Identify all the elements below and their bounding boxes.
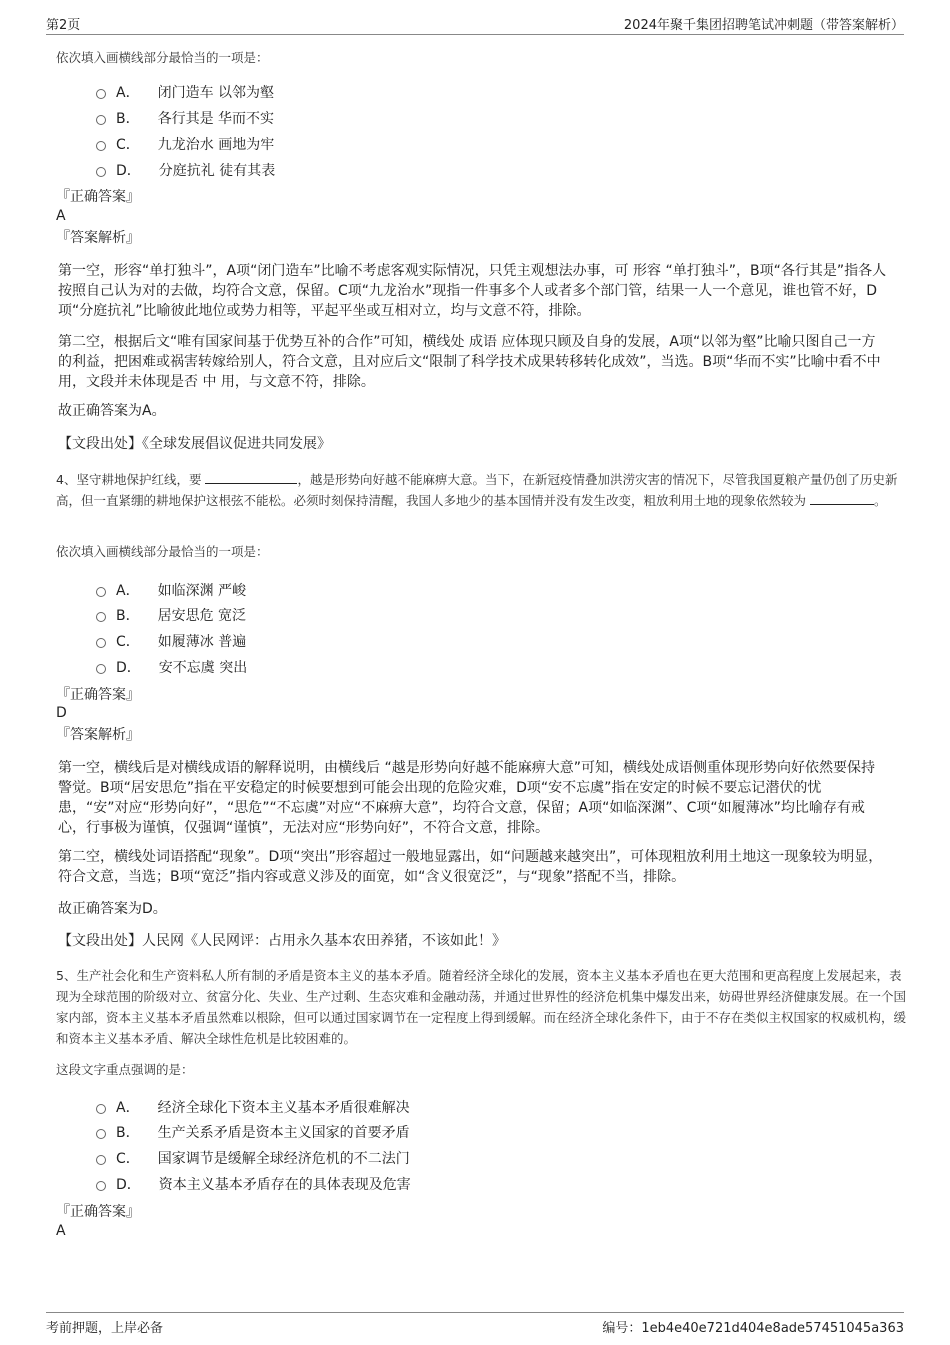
q3-answer: A — [56, 208, 66, 224]
q3-prompt: 依次填入画横线部分最恰当的一项是： — [56, 50, 269, 65]
radio-icon[interactable] — [96, 141, 106, 151]
q4-option-b[interactable]: B． 居安思危 宽泛 — [96, 605, 246, 625]
blank-line — [205, 471, 297, 484]
radio-icon[interactable] — [96, 612, 106, 622]
radio-icon[interactable] — [96, 89, 106, 99]
q5-text: 5、生产社会化和生产资料私人所有制的矛盾是资本主义的基本矛盾。随着经济全球化的发展，资本主义基本矛盾也在更大范围和更高程度上发展起来，表现为全球范围的阶级对立、贫富分化、失业、生产过剩、生态灾难和金融动荡，并通过世界性的经济危机集中爆发出来，妨碍世界经济健康发展。在一个国家内部，资本主义基本矛盾虽然难以根除，但可以通过国家调节在一定程度上得到缓解。而在经济全球化条件下，由于不存在类似主权国家的权威机构，缓和资本主义基本矛盾、解决全球性危机是比较困难的。 — [56, 968, 907, 1046]
page-number: 第2页 — [46, 18, 81, 33]
page-header — [46, 14, 904, 35]
radio-icon[interactable] — [96, 167, 106, 177]
q4-prompt: 依次填入画横线部分最恰当的一项是： — [56, 544, 269, 559]
radio-icon[interactable] — [96, 1155, 106, 1165]
q3-analysis-paragraph-1: 第一空，形容“单打独斗”，A项“闭门造车”比喻不考虑客观实际情况，只凭主观想法办事，可 形容 “单打独斗”，B项“各行其是”指各人按照自己认为对的去做，均符合文意，保留。C项“九龙治水”现指一件事多个人或者多个部门管，结果一人一个意见，谁也管不好，D项“分庭抗礼”比喻彼此地位或势力相等，平起平坐或互相对立，均与文意不符，排除。 — [58, 263, 887, 319]
q5-option-b[interactable]: B． 生产关系矛盾是资本主义国家的首要矛盾 — [96, 1122, 410, 1142]
q5-answer: A — [56, 1223, 66, 1239]
q4-conclusion: 故正确答案为D。 — [58, 901, 167, 917]
document-title: 2024年聚千集团招聘笔试冲刺题（带答案解析） — [623, 18, 904, 33]
radio-icon[interactable] — [96, 638, 106, 648]
q5-option-a[interactable]: A． 经济全球化下资本主义基本矛盾很难解决 — [96, 1097, 410, 1117]
q3-option-a[interactable]: A． 闭门造车 以邻为壑 — [96, 82, 274, 102]
q3-analysis-paragraph-2: 第二空，根据后文“唯有国家间基于优势互补的合作”可知，横线处 成语 应体现只顾及自身的发展，A项“以邻为壑”比喻只图自己一方的利益，把困难或祸害转嫁给别人，符合文意，且对应后文“限制了科学技术成果转移转化成效”，当选。B项“华而不实”比喻中看不中用，文段并未体现是否 中 用，与文意不符，排除。 — [58, 334, 881, 390]
q3-source: 【文段出处】《全球发展倡议促进共同发展》 — [58, 436, 331, 452]
q4-option-a[interactable]: A． 如临深渊 严峻 — [96, 580, 246, 600]
q3-option-c[interactable]: C． 九龙治水 画地为牢 — [96, 134, 274, 154]
footer-slogan: 考前押题，上岸必备 — [46, 1321, 164, 1336]
q4-answer: D — [56, 705, 67, 721]
radio-icon[interactable] — [96, 115, 106, 125]
radio-icon[interactable] — [96, 1129, 106, 1139]
q5-option-d[interactable]: D． 资本主义基本矛盾存在的具体表现及危害 — [96, 1174, 411, 1194]
q3-analysis-label: 『答案解析』 — [56, 230, 140, 246]
radio-icon[interactable] — [96, 587, 106, 597]
q3-answer-label: 『正确答案』 — [56, 189, 140, 205]
q4-analysis-paragraph-2: 第二空，横线处词语搭配“现象”。D项“突出”形容超过一般地显露出，如“问题越来越突出”，可体现粗放利用土地这一现象较为明显，符合文意，当选；B项“宽泛”指内容或意义涉及的面宽，如“含义很宽泛”，与“现象”搭配不当，排除。 — [58, 849, 883, 885]
q3-conclusion: 故正确答案为A。 — [58, 403, 166, 419]
q4-text: 4、坚守耕地保护红线，要 ，越是形势向好越不能麻痹大意。当下，在新冠疫情叠加洪涝灾害的情况下，尽管我国夏粮产量仍创了历史新高，但一直紧绷的耕地保护这根弦不能松。必须时刻保持清醒，我国人多地少的基本国情并没有发生改变，粗放利用土地的现象依然较为 。 — [56, 472, 898, 508]
q4-source: 【文段出处】人民网《人民网评：占用永久基本农田养猪，不该如此！》 — [58, 933, 506, 949]
radio-icon[interactable] — [96, 664, 106, 674]
q3-option-b[interactable]: B． 各行其是 华而不实 — [96, 108, 274, 128]
radio-icon[interactable] — [96, 1104, 106, 1114]
q4-option-c[interactable]: C． 如履薄冰 普遍 — [96, 631, 246, 651]
blank-line — [810, 492, 874, 505]
q3-option-d[interactable]: D． 分庭抗礼 徒有其表 — [96, 160, 275, 180]
q4-answer-label: 『正确答案』 — [56, 687, 140, 703]
q5-option-c[interactable]: C． 国家调节是缓解全球经济危机的不二法门 — [96, 1148, 410, 1168]
radio-icon[interactable] — [96, 1181, 106, 1191]
page-footer — [46, 1312, 904, 1335]
q5-answer-label: 『正确答案』 — [56, 1204, 140, 1220]
q4-analysis-paragraph-1: 第一空，横线后是对横线成语的解释说明，由横线后 “越是形势向好越不能麻痹大意”可知，横线处成语侧重体现形势向好依然要保持警觉。B项“居安思危”指在平安稳定的时候要想到可能会出现的危险灾难，D项“安不忘虞”指在安定的时候不要忘记潜伏的忧患，“安”对应“形势向好”，“思危”“不忘虞”对应“不麻痹大意”，均符合文意，保留；A项“如临深渊”、C项“如履薄冰”均比喻存有戒心，行事极为谨慎，仅强调“谨慎”，无法对应“形势向好”，不符合文意，排除。 — [58, 760, 875, 836]
document-id: 编号：1eb4e40e721d404e8ade57451045a363 — [602, 1321, 904, 1336]
q4-analysis-label: 『答案解析』 — [56, 727, 140, 743]
q5-prompt: 这段文字重点强调的是： — [56, 1062, 194, 1077]
q4-option-d[interactable]: D． 安不忘虞 突出 — [96, 657, 247, 677]
